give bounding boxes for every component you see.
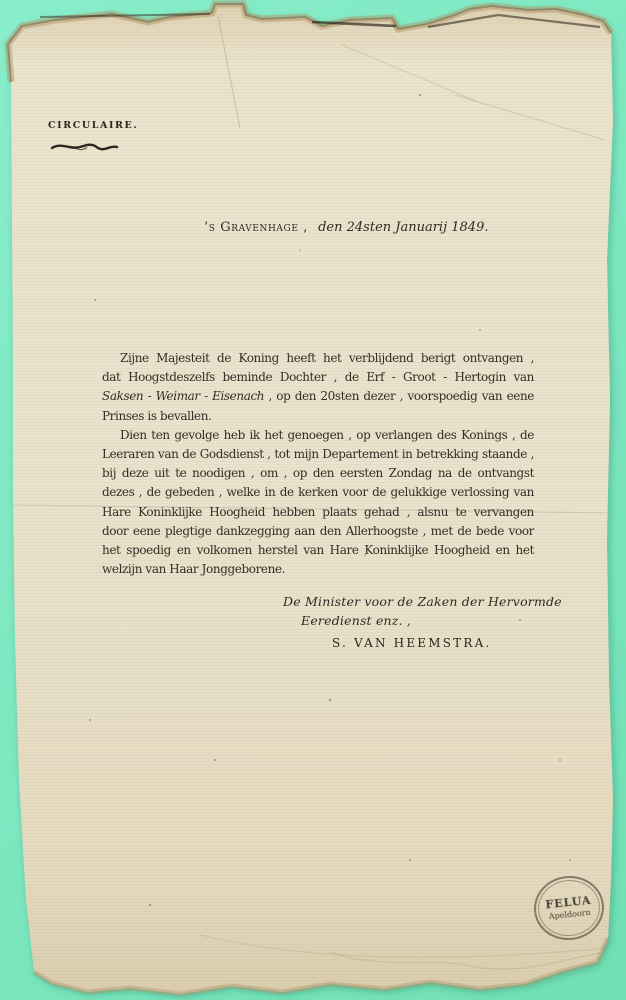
stamp-line-felua: FELUA: [544, 893, 593, 912]
signature-title-line2: Eeredienst enz. ,: [301, 613, 412, 628]
body-line: bij deze uit te noodigen , om , op den eersten Zondag na de ontvangst: [102, 466, 534, 481]
felua-stamp: [530, 872, 607, 944]
signature-title-line1: De Minister voor de Zaken der Hervormde: [283, 594, 562, 609]
flourish-underline: [50, 140, 120, 154]
body-line-segment: , op den 20sten dezer , voorspoedig van eene: [264, 389, 535, 404]
dateline: [204, 220, 488, 235]
body-line: Zijne Majesteit de Koning heeft het verblijdend berigt ontvangen ,: [120, 351, 534, 365]
body-line: [102, 387, 534, 406]
body-line: welzijn van Haar Jonggeborene.: [102, 562, 286, 577]
stamp-line-apeldoorn: Apeldoorn: [548, 907, 591, 921]
dateline-place: ’s Gravenhage ,: [204, 220, 308, 235]
body-line: dezes , de gebeden , welke in de kerken voor de gelukkige verlossing van: [102, 485, 534, 500]
dateline-date: den 24sten Januarij 1849.: [318, 220, 489, 235]
body-line: Prinses is bevallen.: [102, 408, 212, 423]
body-line: dat Hoogstdeszelfs beminde Dochter , de Erf - Groot - Hertogin van: [102, 370, 534, 385]
body-line: Hare Koninklijke Hoogheid hebben plaats gehad , alsnu te vervangen: [102, 504, 534, 519]
body-text: [102, 349, 534, 579]
signature-name: S. VAN HEEMSTRA.: [332, 636, 492, 650]
body-line: Dien ten gevolge heb ik het genoegen , op verlangen des Konings , de: [120, 427, 534, 442]
felua-stamp-text: [545, 895, 593, 922]
body-line: het spoedig en volkomen herstel van Hare Koninklijke Hoogheid en het: [102, 543, 534, 558]
body-line-italic-segment: Saksen - Weimar - Eisenach: [102, 389, 265, 404]
body-line: Leeraren van de Godsdienst , tot mijn Departement in betrekking staande ,: [102, 447, 534, 462]
document-heading: CIRCULAIRE.: [48, 120, 139, 131]
body-line: door eene plegtige dankzegging aan den Allerhoogste , met de bede voor: [102, 523, 534, 538]
